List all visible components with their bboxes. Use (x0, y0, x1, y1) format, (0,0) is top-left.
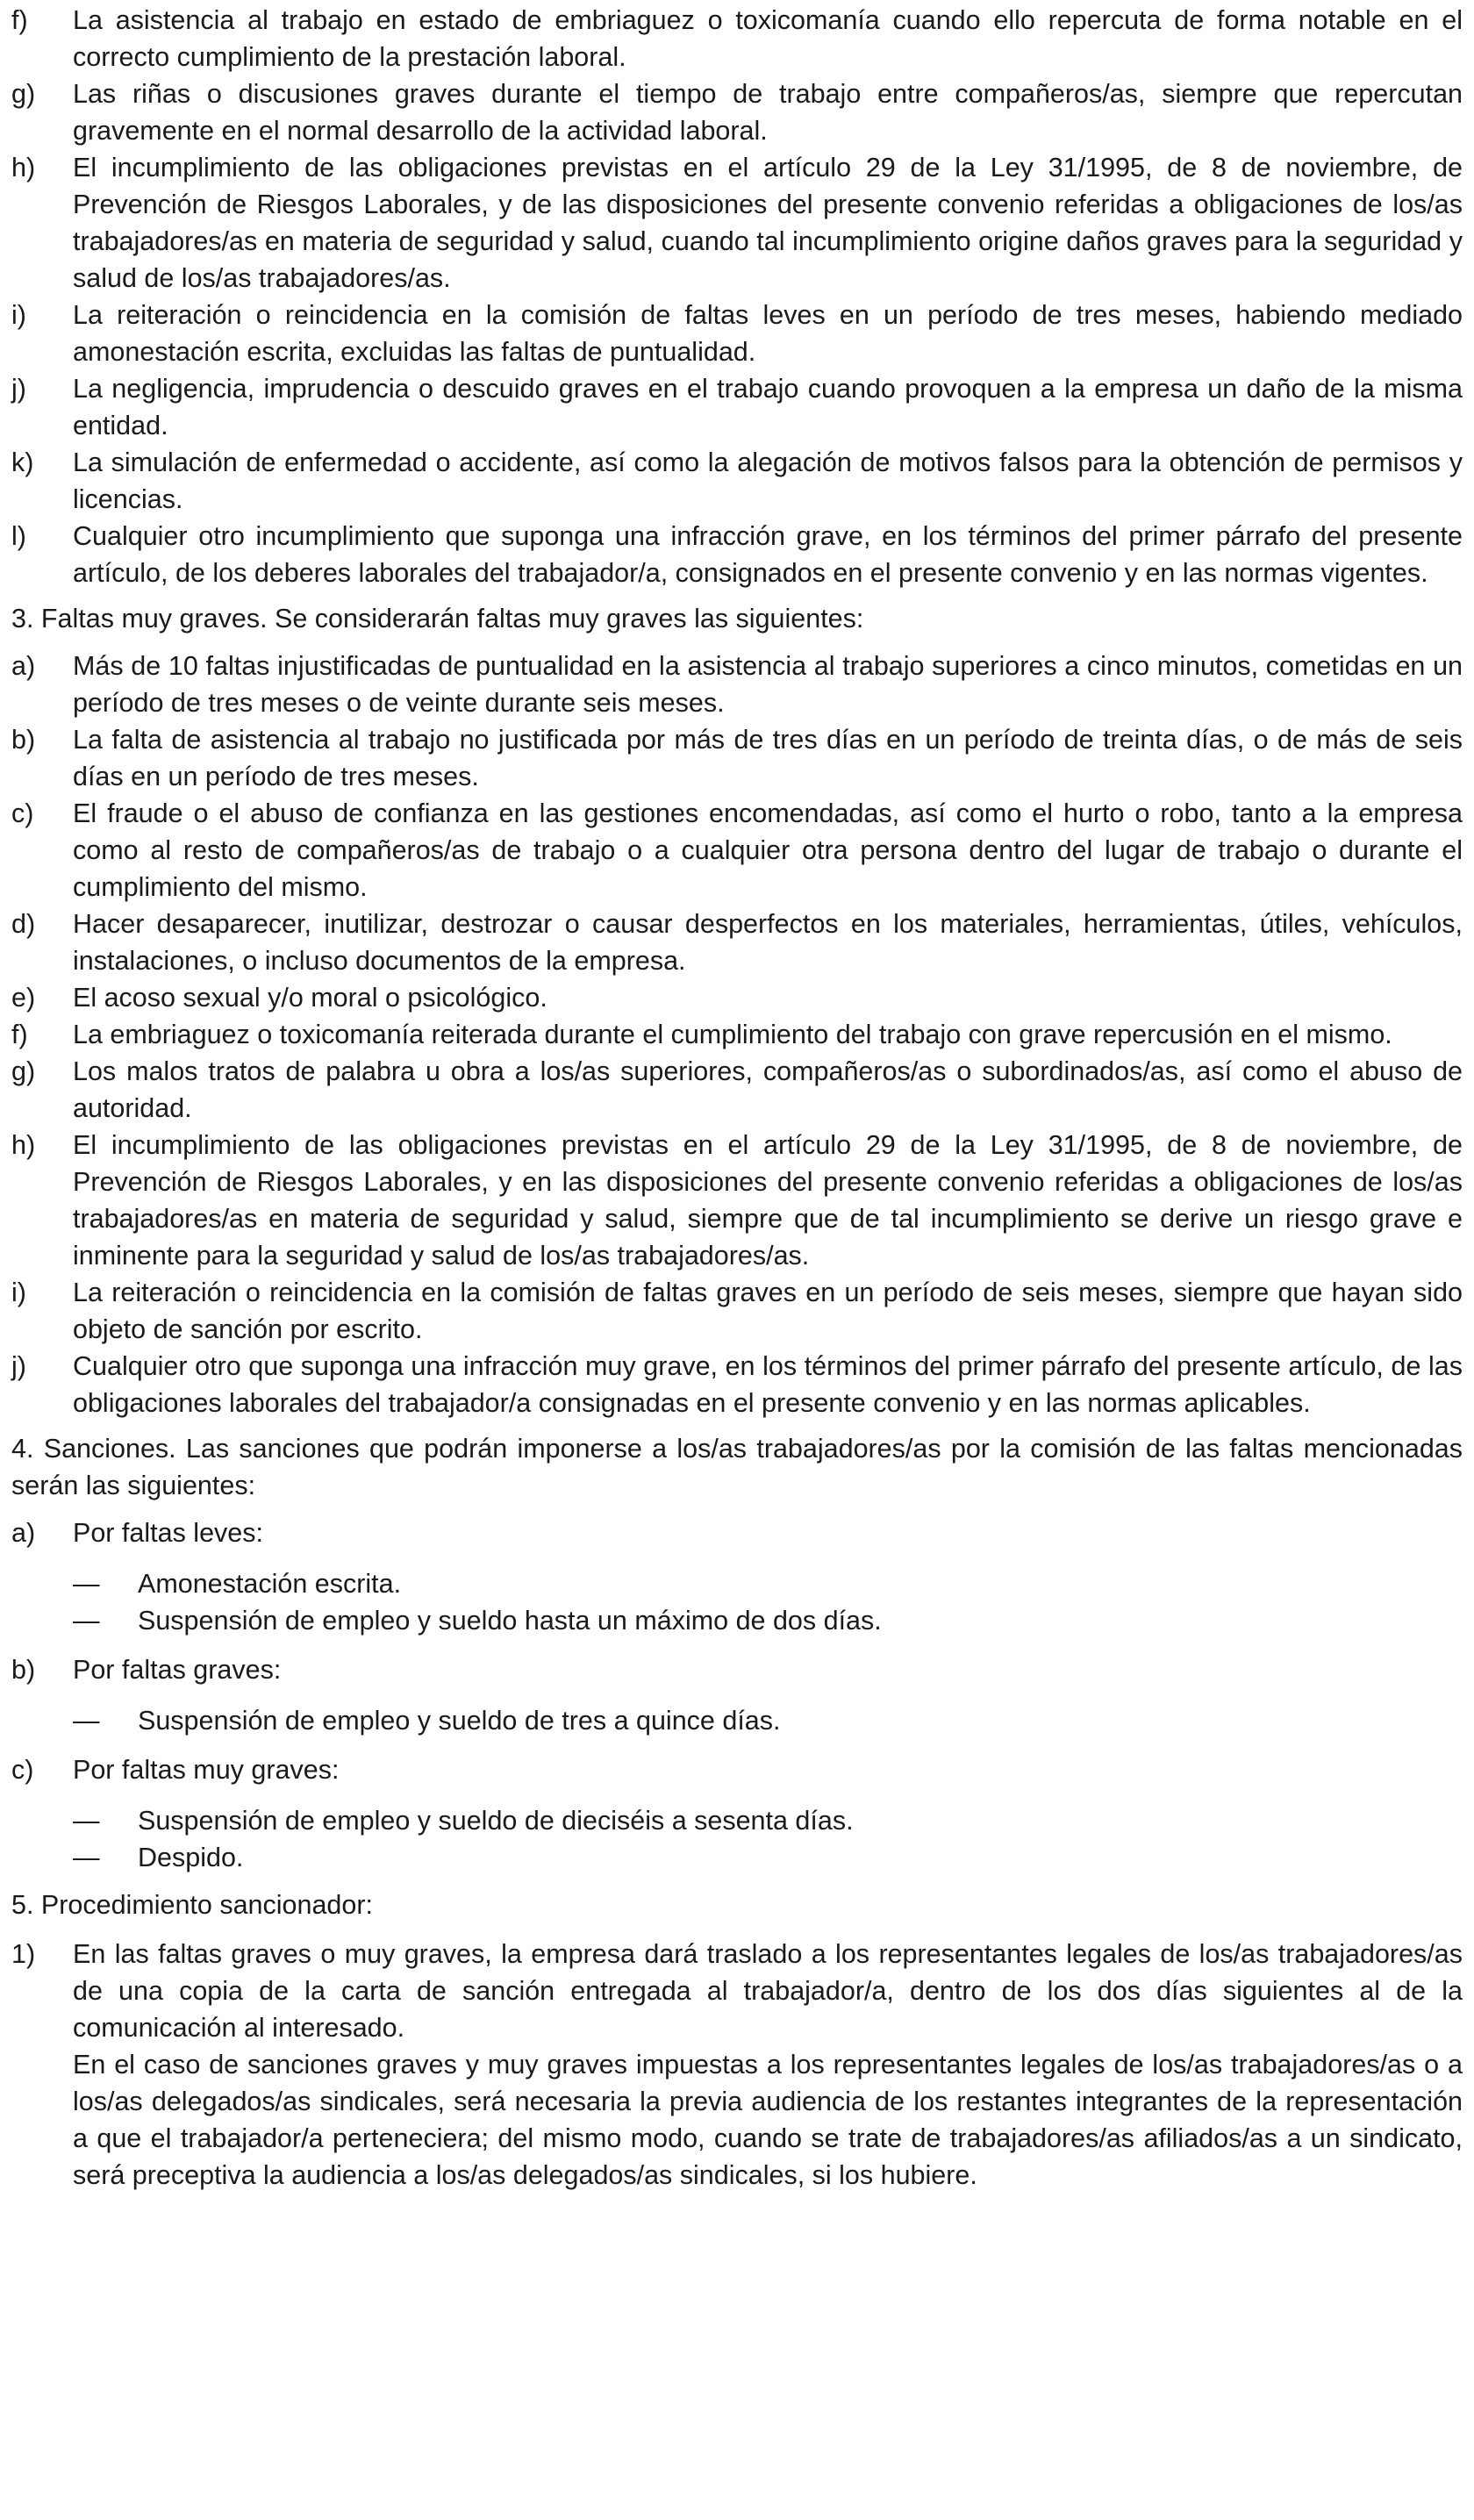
sanciones-leves (11, 1514, 1463, 1551)
faltas-graves-list (11, 2, 1463, 591)
item-text: Por faltas leves: (73, 1518, 263, 1548)
list-item (11, 648, 1463, 721)
list-item (11, 979, 1463, 1016)
faltas-muy-graves-list (11, 648, 1463, 1421)
item-label: i) (11, 300, 26, 330)
item-label: a) (11, 651, 36, 681)
item-text: Cualquier otro que suponga una infracción muy grave, en los términos del primer párrafo del presente artículo, de las obligaciones laborales del trabajador/a consignadas en el presente convenio y en las normas aplicables. (73, 1351, 1463, 1418)
section-3-heading: 3. Faltas muy graves. Se considerarán faltas muy graves las siguientes: (11, 604, 864, 634)
item-text: El incumplimiento de las obligaciones previstas en el artículo 29 de la Ley 31/1995, de 8 de noviembre, de Prevención de Riesgos Laborales, y en las disposiciones del presente convenio referidas a obligaciones de los/as trabajadores/as en materia de seguridad y salud, siempre que de tal incumplimiento se derive un riesgo grave e inminente para la seguridad y salud de los/as trabajadores/as. (73, 1130, 1463, 1271)
list-item (11, 75, 1463, 149)
item-text: La reiteración o reincidencia en la comisión de faltas graves en un período de seis meses, siempre que hayan sido objeto de sanción por escrito. (73, 1278, 1463, 1344)
dash-item (73, 1802, 1463, 1839)
item-label: e) (11, 983, 36, 1013)
item-label: j) (11, 1351, 26, 1381)
item-text: El fraude o el abuso de confianza en las gestiones encomendadas, así como el hurto o robo, tanto a la empresa como al resto de compañeros/as de trabajo o a cualquier otra persona dentro del lugar de trabajo o durante el cumplimiento del mismo. (73, 798, 1463, 902)
list-item (11, 1053, 1463, 1127)
item-label: c) (11, 1755, 34, 1785)
list-item (11, 2, 1463, 75)
dash-text: Suspensión de empleo y sueldo hasta un máximo de dos días. (138, 1606, 882, 1636)
item-label: l) (11, 521, 26, 551)
dash-item (73, 1565, 1463, 1602)
dash-mark: — (73, 1569, 100, 1599)
item-text: Hacer desaparecer, inutilizar, destrozar o causar desperfectos en los materiales, herramientas, útiles, vehículos, instalaciones, o incluso documentos de la empresa. (73, 909, 1463, 976)
item-text: Por faltas graves: (73, 1655, 282, 1685)
item-label: f) (11, 1020, 28, 1049)
item-label: h) (11, 1130, 36, 1160)
section-4-heading: 4. Sanciones. Las sanciones que podrán imponerse a los/as trabajadores/as por la comisión de las faltas mencionadas serán las siguientes: (11, 1434, 1463, 1500)
item-text: La simulación de enfermedad o accidente, así como la alegación de motivos falsos para la obtención de permisos y licencias. (73, 447, 1463, 514)
item-label: d) (11, 909, 36, 939)
dash-text: Amonestación escrita. (138, 1569, 402, 1599)
procedimiento-item-1 (11, 1936, 1463, 2194)
item-label: 1) (11, 1939, 36, 1969)
item-text: Por faltas muy graves: (73, 1755, 340, 1785)
item-paragraph-1: En las faltas graves o muy graves, la empresa dará traslado a los representantes legales de los/as trabajadores/as de una copia de la carta de sanción entregada al trabajador/a, dentro de los dos días siguientes al de la comunicación al interesado. (73, 1939, 1463, 2043)
item-label: a) (11, 1518, 36, 1548)
item-text: La falta de asistencia al trabajo no justificada por más de tres días en un período de treinta días, o de más de seis días en un período de tres meses. (73, 725, 1463, 791)
dash-mark: — (73, 1706, 100, 1736)
list-item (11, 1348, 1463, 1421)
item-text: Las riñas o discusiones graves durante el tiempo de trabajo entre compañeros/as, siempre que repercutan gravemente en el normal desarrollo de la actividad laboral. (73, 79, 1463, 146)
list-item (11, 1127, 1463, 1274)
item-text: La asistencia al trabajo en estado de embriaguez o toxicomanía cuando ello repercuta de forma notable en el correcto cumplimiento de la prestación laboral. (73, 5, 1463, 72)
list-item (11, 795, 1463, 906)
item-text: La embriaguez o toxicomanía reiterada durante el cumplimiento del trabajo con grave repercusión en el mismo. (73, 1020, 1392, 1049)
sanciones-muy-graves-list (11, 1802, 1463, 1876)
list-item (11, 906, 1463, 979)
list-item (11, 721, 1463, 795)
dash-mark: — (73, 1806, 100, 1836)
dash-text: Despido. (138, 1843, 244, 1872)
item-text: La reiteración o reincidencia en la comisión de faltas leves en un período de tres meses, habiendo mediado amonestación escrita, excluidas las faltas de puntualidad. (73, 300, 1463, 367)
item-label: g) (11, 79, 36, 109)
item-label: c) (11, 798, 34, 828)
item-label: k) (11, 447, 34, 477)
sanciones-muy-graves (11, 1751, 1463, 1788)
item-paragraph-2: En el caso de sanciones graves y muy graves impuestas a los representantes legales de los/as trabajadores/as o a los/as delegados/as sindicales, será necesaria la previa audiencia de los restantes integrantes de la representación a que el trabajador/a perteneciera; del mismo modo, cuando se trate de trabajadores/as afiliados/as a un sindicato, será preceptiva la audiencia a los/as delegados/as sindicales, si los hubiere. (73, 2050, 1463, 2190)
dash-text: Suspensión de empleo y sueldo de tres a quince días. (138, 1706, 781, 1736)
item-label: f) (11, 5, 28, 35)
dash-item (73, 1702, 1463, 1739)
item-text: Los malos tratos de palabra u obra a los/as superiores, compañeros/as o subordinados/as, así como el abuso de autoridad. (73, 1056, 1463, 1123)
list-item (11, 1016, 1463, 1053)
item-label: g) (11, 1056, 36, 1086)
item-text: Cualquier otro incumplimiento que suponga una infracción grave, en los términos del primer párrafo del presente artículo, de los deberes laborales del trabajador/a, consignados en el presente convenio y en las normas vigentes. (73, 521, 1463, 588)
dash-mark: — (73, 1606, 100, 1636)
item-text: El acoso sexual y/o moral o psicológico. (73, 983, 547, 1013)
list-item (11, 370, 1463, 444)
list-item (11, 297, 1463, 370)
sanciones-leves-list (11, 1565, 1463, 1639)
sanciones-graves (11, 1651, 1463, 1688)
item-label: j) (11, 374, 26, 404)
item-label: i) (11, 1278, 26, 1307)
item-label: h) (11, 153, 36, 183)
item-label: b) (11, 1655, 36, 1685)
section-5-heading: 5. Procedimiento sancionador: (11, 1890, 373, 1920)
dash-text: Suspensión de empleo y sueldo de dieciséis a sesenta días. (138, 1806, 854, 1836)
list-item (11, 518, 1463, 591)
dash-mark: — (73, 1843, 100, 1872)
dash-item (73, 1839, 1463, 1876)
item-text: El incumplimiento de las obligaciones previstas en el artículo 29 de la Ley 31/1995, de 8 de noviembre, de Prevención de Riesgos Laborales, y de las disposiciones del presente convenio referidas a obligaciones de los/as trabajadores/as en materia de seguridad y salud, cuando tal incumplimiento origine daños graves para la seguridad y salud de los/as trabajadores/as. (73, 153, 1463, 293)
list-item (11, 1274, 1463, 1348)
item-text: Más de 10 faltas injustificadas de puntualidad en la asistencia al trabajo superiores a cinco minutos, cometidas en un período de tres meses o de veinte durante seis meses. (73, 651, 1463, 718)
item-label: b) (11, 725, 36, 755)
list-item (11, 444, 1463, 518)
sanciones-graves-list (11, 1702, 1463, 1739)
item-text: La negligencia, imprudencia o descuido graves en el trabajo cuando provoquen a la empresa un daño de la misma entidad. (73, 374, 1463, 440)
dash-item (73, 1602, 1463, 1639)
list-item (11, 149, 1463, 297)
